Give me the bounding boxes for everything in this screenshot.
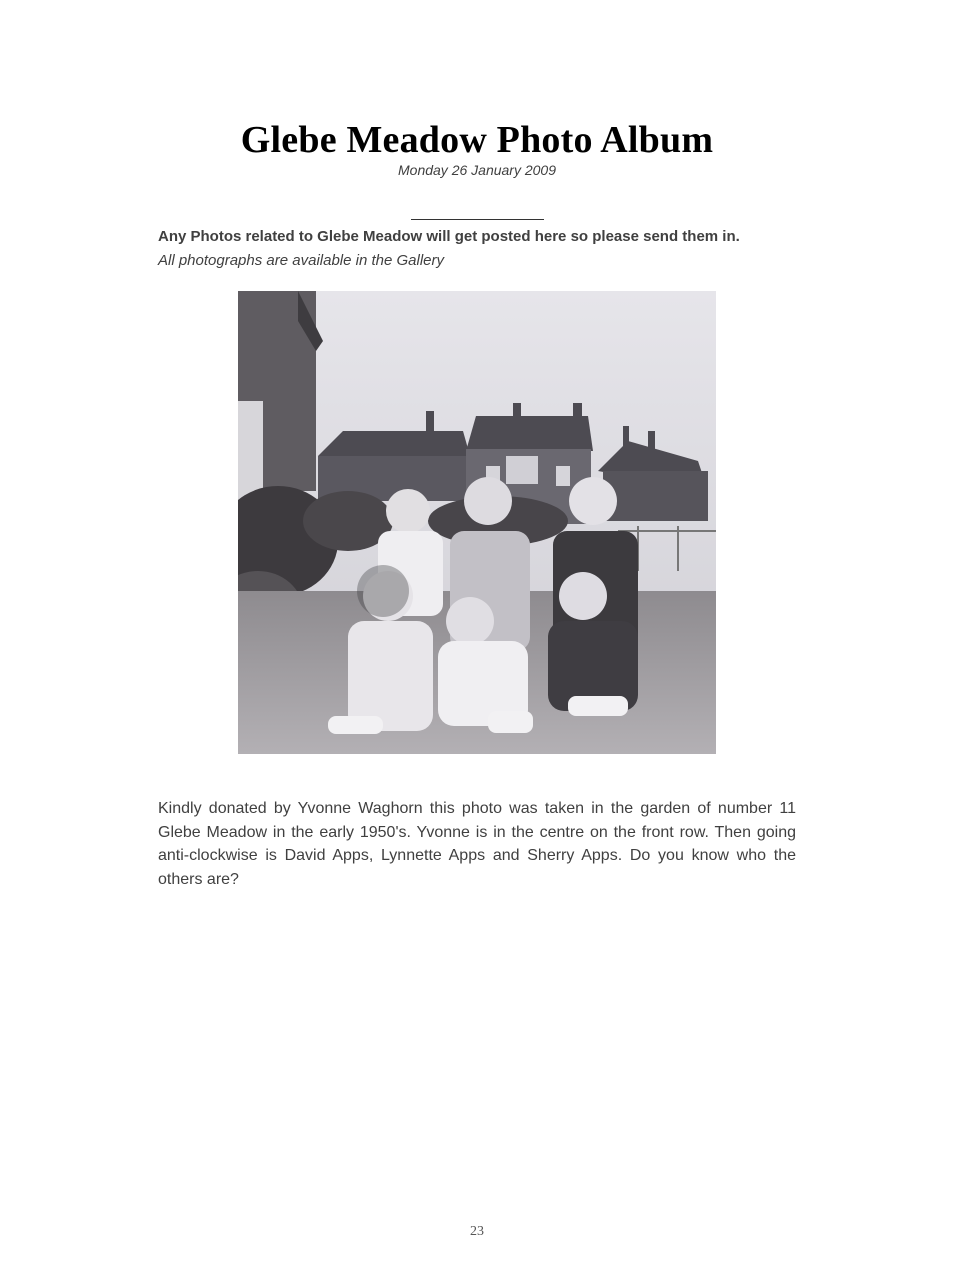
divider-rule — [411, 219, 544, 220]
group-photo — [238, 291, 716, 754]
gallery-note: All photographs are available in the Gallery — [158, 252, 445, 269]
page-title: Glebe Meadow Photo Album — [240, 119, 714, 161]
brick-house — [238, 291, 323, 501]
photo-caption: Kindly donated by Yvonne Waghorn this photo was taken in the garden of number 11 Glebe Meadow in the early 1950's. Yvonne is in the centre on the front row. Then going anti-clockwise is David Apps, Lynnette Apps and Sherry Apps. Do you know who the others are? — [158, 800, 796, 888]
post-date: Monday 26 January 2009 — [398, 162, 556, 178]
intro-text: Any Photos related to Glebe Meadow will get posted here so please send them in. — [158, 228, 740, 245]
photo-illustration — [238, 291, 716, 754]
page-number: 23 — [470, 1224, 484, 1239]
